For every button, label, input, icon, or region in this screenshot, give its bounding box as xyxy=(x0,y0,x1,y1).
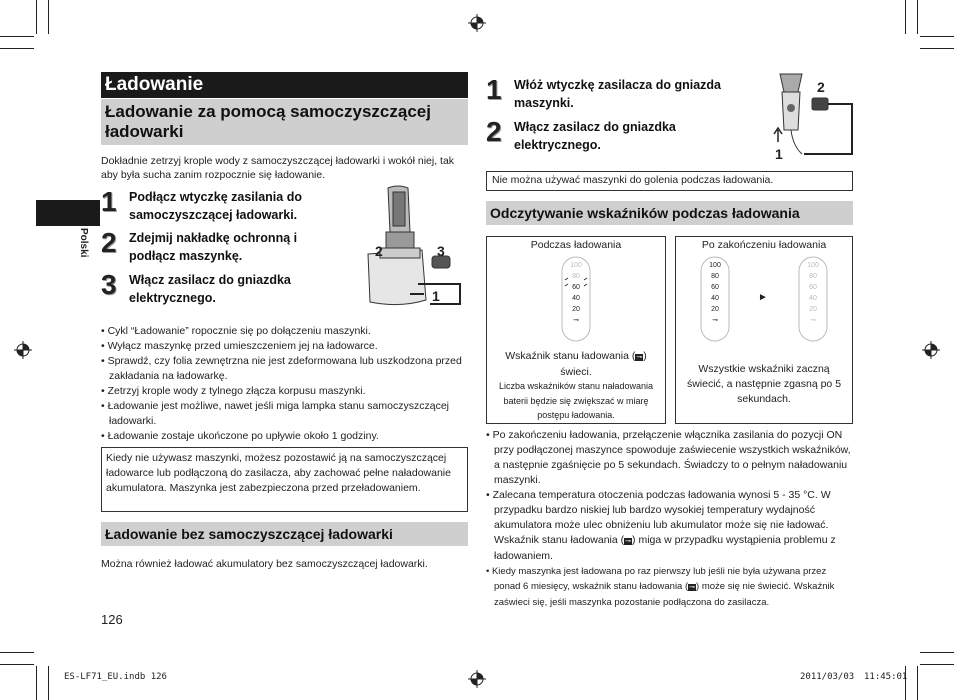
step-text: Włącz zasilacz do gniazdka elektrycznego. xyxy=(129,273,291,305)
list-item: • Po zakończeniu ładowania, przełączenie włącznika zasilania do pozycji ON przy podłączonej maszynce spowoduje zaświecenie wszystkich wskaźników, a następnie zgaśnięcie po 5 sekundach. Świadczy to o pełnym naładowaniu maszynki. xyxy=(486,428,853,488)
registration-mark-icon xyxy=(468,670,486,688)
panel-caption xyxy=(490,349,662,379)
language-label: Polski xyxy=(78,228,89,258)
scale-label: 80 xyxy=(711,273,719,280)
plug-icon: ⊸ xyxy=(573,317,579,324)
crop-mark xyxy=(920,664,954,665)
scale-label: 60 xyxy=(809,284,817,291)
subsection2-title-text: Ładowanie bez samoczyszczącej ładowarki xyxy=(105,526,393,542)
scale-label: 40 xyxy=(809,295,817,302)
callout-label: 2 xyxy=(817,79,825,95)
step-text: Podłącz wtyczkę zasilania do samoczyszczącej ładowarki. xyxy=(129,190,302,222)
crop-mark xyxy=(920,652,954,653)
plug-icon: ⊸ xyxy=(689,584,696,591)
scale-label: 100 xyxy=(709,262,721,269)
panel-caption: Wszystkie wskaźniki zaczną świecić, a następnie zgasną po 5 sekundach. xyxy=(686,363,842,405)
callout-label: 1 xyxy=(432,288,440,304)
crop-mark xyxy=(920,36,954,37)
crop-mark xyxy=(0,48,34,49)
step-text: Włącz zasilacz do gniazdka elektrycznego. xyxy=(514,120,676,152)
registration-mark-icon xyxy=(922,341,940,359)
crop-mark xyxy=(0,36,34,37)
list-item-text-end: ) miga w przypadku wystąpienia problemu z ładowaniem. xyxy=(494,534,836,562)
subsection2-text: Można również ładować akumulatory bez samoczyszczącej ładowarki. xyxy=(101,558,428,570)
crop-mark xyxy=(48,666,49,700)
crop-mark xyxy=(48,0,49,34)
subsection-title-text: Ładowanie za pomocą samoczyszczącej ładowarki xyxy=(105,102,431,141)
crop-mark xyxy=(36,0,37,34)
list-item: • Wyłącz maszynkę przed umieszczeniem jej na ładowarce. xyxy=(101,339,466,354)
list-item: • Cykl “Ładowanie” ropocznie się po dołączeniu maszynki. xyxy=(101,324,466,339)
list-item: • Zetrzyj krople wody z tylnego złącza korpusu maszynki. xyxy=(101,384,466,399)
step-text: Włóż wtyczkę zasilacza do gniazda maszynki. xyxy=(514,78,722,110)
footer-file: ES-LF71_EU.indb 126 xyxy=(64,672,167,682)
list-item: • Ładowanie jest możliwe, nawet jeśli miga lampka stanu samoczyszczącej ładowarki. xyxy=(101,399,466,429)
crop-mark xyxy=(36,666,37,700)
subsection-title xyxy=(101,99,468,145)
indicator-notes-list xyxy=(486,428,853,610)
scale-label: 100 xyxy=(570,262,582,269)
intro-text: Dokładnie zetrzyj krople wody z samoczyszczącej ładowarki i wokół niej, tak aby była sucha zanim rozpocznie się ładowanie. xyxy=(101,155,455,181)
arrow-icon: ► xyxy=(758,292,768,303)
list-item-text-end: ) może się nie świecić. Wskaźnik zaświeci się, jeśli maszynka pozostanie podłączona do zasilacza. xyxy=(494,581,835,608)
warning-box: Nie można używać maszynki do golenia podczas ładowania. xyxy=(486,171,853,191)
list-item-text: Zalecana temperatura otoczenia podczas ładowania wynosi 5 - 35 °C. W przypadku bardzo niskiej lub bardzo wysokiej temperatury wydajność akumulatora może ulec obniżeniu lub akumulator może się nie ładować. Wskaźnik stanu ładowania ( xyxy=(492,489,831,546)
plug-icon: ⊸ xyxy=(636,354,643,361)
panel-small-note: Liczba wskaźników stanu naładowania baterii będzie się zwiększać w miarę postępu ładowania. xyxy=(498,381,654,420)
caption-text-end: ) świeci. xyxy=(560,350,647,378)
crop-mark xyxy=(917,0,918,34)
scale-label: 100 xyxy=(807,262,819,269)
scale-label: 80 xyxy=(809,273,817,280)
scale-label: 40 xyxy=(711,295,719,302)
step-number: 2 xyxy=(486,116,502,147)
list-item-text: Kiedy maszynka jest ładowana po raz pierwszy lub jeśli nie była używana przez ponad 6 miesięcy, wskaźnik stanu ładowania ( xyxy=(491,566,827,592)
scale-label: 20 xyxy=(809,306,817,313)
step-number: 3 xyxy=(101,269,117,300)
list-item xyxy=(486,564,853,610)
battery-scale xyxy=(699,260,731,346)
panel-title: Po zakończeniu ładowania xyxy=(701,239,827,251)
scale-label: 20 xyxy=(711,306,719,313)
crop-mark xyxy=(920,48,954,49)
charging-notes-list xyxy=(101,324,466,444)
indicator-section-title-text: Odczytywanie wskaźników podczas ładowania xyxy=(490,205,800,221)
callout-label: 2 xyxy=(375,243,383,259)
step-number: 1 xyxy=(486,74,502,105)
crop-mark xyxy=(0,652,34,653)
scale-label: 80 xyxy=(572,273,580,280)
callout-label: 3 xyxy=(437,243,445,259)
battery-scale xyxy=(797,260,829,346)
note-box: Kiedy nie używasz maszynki, możesz pozostawić ją na samoczyszczącej ładowarce lub podłączoną do zasilacza, aby zachować pełne naładowanie akumulatora. Maszynka jest zabezpieczona przed przeładowaniem. xyxy=(101,447,468,512)
scale-label: 60 xyxy=(572,284,580,291)
list-item: • Sprawdź, czy folia zewnętrzna nie jest zdeformowana lub uszkodzona przed zakładania na ładowarkę. xyxy=(101,354,466,384)
panel-title: Podczas ładowania xyxy=(530,239,622,251)
plug-icon: ⊸ xyxy=(625,538,632,545)
footer-time: 11:45:01 xyxy=(864,672,908,682)
indicator-section-title xyxy=(486,201,853,225)
step-text: Zdejmij nakładkę ochronną i podłącz maszynkę. xyxy=(129,231,298,263)
footer-date: 2011/03/03 xyxy=(800,672,855,682)
step-number: 1 xyxy=(101,186,117,217)
plug-icon: ⊸ xyxy=(810,317,816,324)
step-number: 2 xyxy=(101,227,117,258)
scale-label: 20 xyxy=(572,306,580,313)
registration-mark-icon xyxy=(468,14,486,32)
scale-label: 60 xyxy=(711,284,719,291)
callout-label: 1 xyxy=(775,146,783,162)
battery-scale xyxy=(560,260,592,346)
list-item xyxy=(486,488,853,564)
crop-mark xyxy=(917,666,918,700)
crop-mark xyxy=(0,664,34,665)
crop-mark xyxy=(905,0,906,34)
section-title: Ładowanie xyxy=(101,72,468,98)
plug-icon: ⊸ xyxy=(712,317,718,324)
list-item: • Ładowanie zostaje ukończone po upływie około 1 godziny. xyxy=(101,429,466,444)
subsection2-title xyxy=(101,522,468,546)
page-number: 126 xyxy=(101,612,123,627)
caption-text: Wskaźnik stanu ładowania ( xyxy=(505,350,636,362)
language-tab xyxy=(36,200,100,226)
registration-mark-icon xyxy=(14,341,32,359)
scale-label: 40 xyxy=(572,295,580,302)
